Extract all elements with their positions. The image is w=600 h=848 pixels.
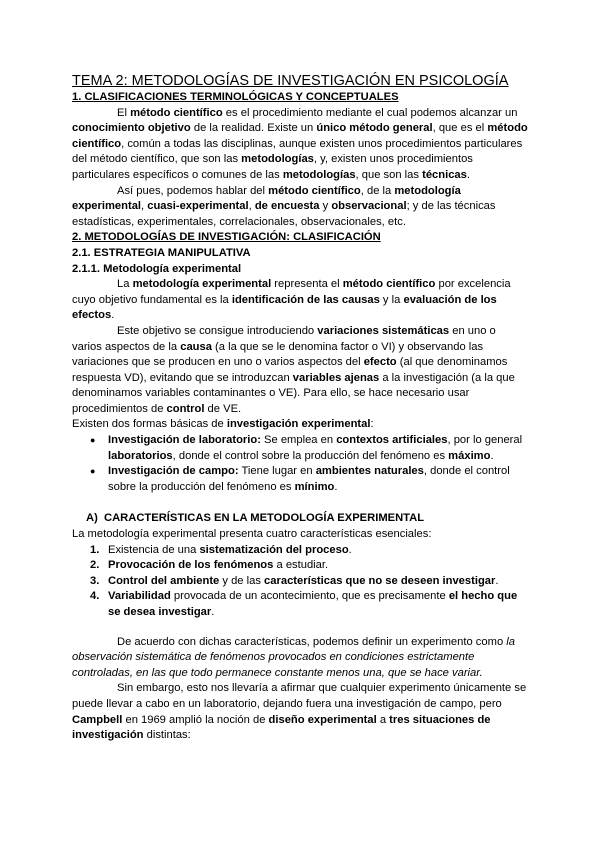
bold-text: causa — [180, 340, 212, 353]
text-run: , y, existen unos procedimientos particulares específicos o comunes de las — [72, 153, 473, 181]
text-run: . — [211, 606, 215, 618]
section-1-heading: 1. CLASIFICACIONES TERMINOLÓGICAS Y CONCEPTUALES — [72, 91, 399, 103]
text-run: . — [466, 168, 470, 181]
bold-text: características que no se deseen investigar — [264, 574, 496, 587]
italic-text: la observación sistemática de fenómenos provocados en condiciones estrictamente controladas, en las que todo permanece constante menos una, que se hace variar. — [72, 635, 515, 679]
paragraph — [72, 106, 528, 184]
text-run: , donde el control sobre la producción del fenómeno es — [108, 465, 510, 493]
text-run: a la investigación (a la que denominamos variables contaminantes o VE). Para ello, se hace necesario usar procedimientos de — [72, 371, 515, 415]
text-run: a — [376, 713, 390, 726]
bold-text: único método general — [316, 122, 433, 135]
text-run: , común a todas las disciplinas, aunque existen unos procedimientos particulares del método científico, que son las — [72, 137, 523, 166]
text-run: ; y de las técnicas estadísticas, experimentales, correlacionales, observacionales, etc. — [72, 200, 496, 228]
list-number: 1. — [90, 543, 100, 556]
section-a-title: CARACTERÍSTICAS EN LA METODOLOGÍA EXPERIMENTAL — [104, 512, 425, 525]
bold-text: metodologías — [241, 153, 314, 166]
section-2-heading: 2. METODOLOGÍAS DE INVESTIGACIÓN: CLASIFICACIÓN — [72, 231, 381, 244]
bold-text: Investigación de campo: — [108, 465, 239, 478]
text-run: Así pues, podemos hablar del — [117, 184, 269, 197]
text-run: , de la — [360, 184, 395, 197]
list-text — [108, 544, 352, 556]
text-run: a estudiar. — [273, 559, 329, 572]
bold-text: metodología experimental — [72, 184, 461, 213]
text-run: Este objetivo se consigue introduciendo — [117, 324, 318, 337]
bold-text: Investigación de laboratorio: — [108, 434, 261, 447]
paragraph — [72, 417, 528, 433]
bold-text: variaciones sistemáticas — [317, 324, 450, 337]
paragraph — [72, 277, 528, 324]
bold-text: investigación experimental — [226, 418, 371, 431]
list-item — [72, 433, 528, 464]
text-run: . — [348, 543, 352, 556]
text-run: y — [319, 200, 332, 213]
page-title: TEMA 2: METODOLOGÍAS DE INVESTIGACIÓN EN PSICOLOGÍA — [72, 73, 509, 89]
text-run: : — [370, 418, 374, 431]
list-text — [108, 590, 517, 618]
text-run: El — [117, 106, 131, 119]
bold-text: Campbell — [72, 713, 123, 726]
text-run: Se emplea en — [260, 434, 337, 447]
list-number: 2. — [90, 559, 100, 572]
list-text — [108, 575, 498, 587]
bold-text: de encuesta — [254, 200, 320, 213]
bold-text: laboratorios — [108, 449, 173, 462]
bold-text: Variabilidad — [108, 590, 171, 603]
text-run: en uno o varios aspectos de la — [72, 324, 496, 353]
bold-text: variables ajenas — [292, 371, 380, 384]
text-run: de VE. — [204, 402, 242, 415]
bold-text: técnicas — [422, 168, 467, 181]
list-item — [72, 574, 528, 590]
bold-text: Provocación de los fenómenos — [108, 559, 274, 572]
text-run: por excelencia cuyo objetivo fundamental es la — [72, 278, 511, 306]
text-run: y la — [379, 293, 404, 306]
bold-text: evaluación de los efectos — [72, 293, 497, 322]
bold-text: metodología experimental — [132, 278, 272, 291]
list-number: 4. — [90, 590, 100, 603]
text-run: . — [334, 480, 338, 493]
bold-text: diseño experimental — [268, 713, 377, 726]
bold-text: efecto — [363, 356, 397, 369]
text-run: de la realidad. Existe un — [190, 122, 317, 135]
bold-text: contextos artificiales — [336, 434, 448, 447]
bold-text: cuasi-experimental — [147, 200, 249, 213]
bold-text: el hecho que se desea investigar — [108, 590, 518, 618]
bullet-list — [72, 433, 528, 495]
bold-text: sistematización del proceso — [199, 543, 349, 556]
section-a-label: A) — [86, 512, 98, 525]
bold-text: método científico — [72, 122, 528, 150]
text-run: , que son las — [355, 168, 423, 181]
text-run: (al que denominamos respuesta VD), evitando que se introduzcan — [72, 356, 508, 384]
text-run: . — [111, 309, 115, 322]
text-run: provocada de un acontecimiento, que es precisamente — [170, 590, 449, 603]
list-number: 3. — [90, 574, 100, 587]
text-run: . — [495, 574, 499, 587]
numbered-list — [72, 543, 528, 621]
bold-text: Control del ambiente — [108, 574, 220, 587]
text-run: distintas: — [143, 729, 191, 742]
text-run: La — [117, 278, 133, 291]
bold-text: observacional — [331, 200, 407, 213]
bold-text: ambientes naturales — [315, 465, 424, 478]
bold-text: conocimiento objetivo — [72, 122, 191, 135]
paragraph — [72, 681, 528, 743]
list-item — [72, 589, 528, 620]
text-run: (a la que se le denomina factor o VI) y observando las variaciones que se producen en uno o varios aspectos del — [72, 340, 484, 369]
text-run: Existen dos formas básicas de — [72, 418, 227, 431]
bold-text: método científico — [268, 184, 361, 197]
paragraph — [72, 635, 528, 682]
bold-text: mínimo — [294, 480, 335, 493]
bold-text: control — [166, 402, 205, 415]
subsection-heading: 2.1. ESTRATEGIA MANIPULATIVA — [72, 246, 251, 259]
text-run: . — [490, 449, 494, 462]
text-run: , que es el — [432, 122, 488, 135]
bold-text: máximo — [448, 449, 491, 462]
paragraph: La metodología experimental presenta cuatro características esenciales: — [72, 528, 432, 541]
section-a-heading — [72, 511, 528, 527]
bold-text: método científico — [130, 106, 223, 119]
text-run: , donde el control sobre la producción del fenómeno es — [172, 449, 449, 462]
bold-text: metodologías — [282, 168, 356, 181]
text-run: De acuerdo con dichas características, podemos definir un experimento como — [117, 635, 507, 648]
text-run: , — [248, 200, 255, 213]
text-run: representa el — [271, 278, 343, 291]
text-run: Existencia de una — [108, 543, 200, 556]
paragraph — [72, 324, 528, 418]
document-page — [72, 72, 528, 744]
subsubsection-heading: 2.1.1. Metodología experimental — [72, 262, 242, 275]
text-run: Sin embargo, esto nos llevaría a afirmar que cualquier experimento únicamente se puede llevar a cabo en un laboratorio, dejando fuera una investigación de campo, pero — [72, 682, 527, 710]
list-item — [72, 464, 528, 495]
list-text — [108, 559, 328, 571]
text-run: , — [141, 200, 148, 213]
text-run: y de las — [219, 574, 265, 587]
text-run: Tiene lugar en — [238, 465, 316, 478]
bold-text: tres situaciones de investigación — [72, 713, 491, 742]
paragraph — [72, 184, 528, 231]
text-run: es el procedimiento mediante el cual podemos alcanzar un — [222, 106, 518, 119]
text-run: , por lo general — [447, 434, 523, 447]
text-run: en 1969 amplió la noción de — [122, 713, 269, 726]
bold-text: método científico — [342, 278, 436, 291]
bold-text: identificación de las causas — [231, 293, 380, 306]
list-item — [72, 543, 528, 559]
list-item — [72, 558, 528, 574]
